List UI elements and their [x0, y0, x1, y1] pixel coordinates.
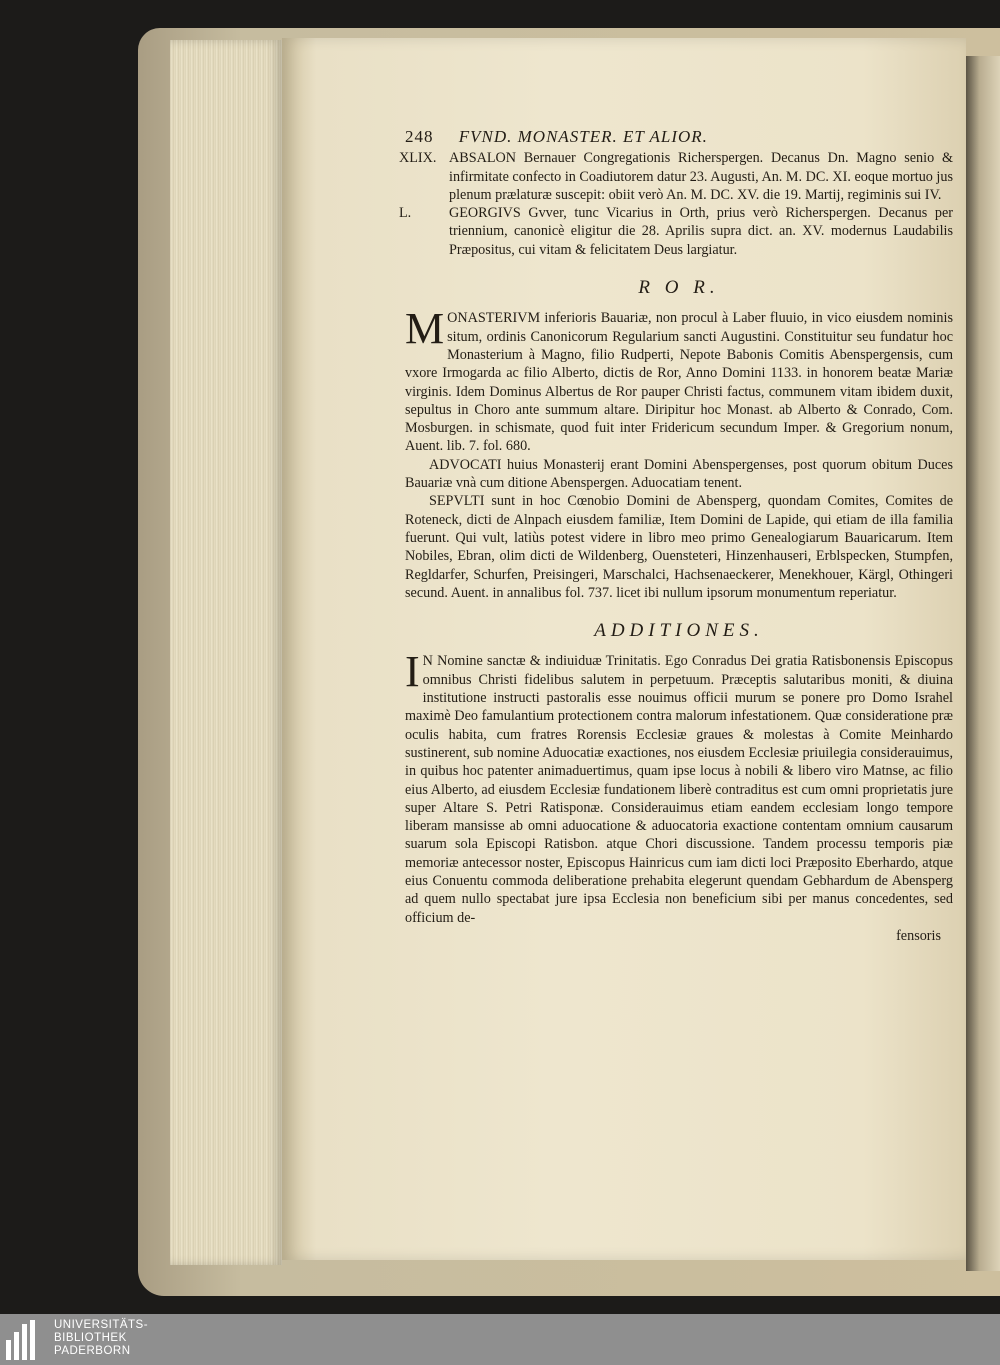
library-name-line3: PADERBORN [54, 1345, 131, 1357]
library-logo-icon [6, 1320, 46, 1360]
paragraph: MONASTERIVM inferioris Bauariæ, non procul à Laber fluuio, in vico eiusdem nominis situm, ordinis Canonicorum Regularium sancti Augustini. Constituitur seu fundatur hoc Monasterium à Magno, filio Rudperti, Nepote Babonis Comitis Abenspergensis, cum vxore Irmogarda ac filio Alberto, dictis de Ror, Anno Domini 1133. in honorem beatæ Mariæ virginis. Idem Dominus Albertus de Ror pauper Christi factus, communem vitam ibidem duxit, sepultus in Choro ante summum altare. Diripitur hoc Monast. ab Alberto & Conrado, Com. Mosburgen. in schismate, quod fuit inter Fridericum secundum Imper. & Gregorium nonum, Auent. lib. 7. fol. 680. [405, 304, 953, 455]
entry-text: GEORGIVS Gvver, tunc Vicarius in Orth, prius verò Richerspergen. Decanus per triennium, canonicè eligitur die 28. Aprilis supra dict. an. XV. modernus Laudabilis Præpositus, cui vitam & felicitatem Deus largiatur. [449, 205, 953, 258]
page-text [399, 127, 953, 945]
facing-page-edge [966, 56, 1000, 1271]
section-heading-additiones: ADDITIONES. [594, 620, 764, 642]
running-head-title: FVND. MONASTER. ET ALIOR. [458, 127, 708, 146]
running-header [405, 128, 953, 146]
page-edges [170, 40, 282, 1265]
entry-text: ABSALON Bernauer Congregationis Richerspergen. Decanus Dn. Magno senio & infirmitate confecto in Coadiutorem datur 23. Augusti, An. M. DC. XI. eoque mortuo jus plenum prælaturæ suscepit: obiit verò An. M. DC. XV. die 19. Martij, regiminis sui IV. [449, 150, 953, 203]
list-entry [399, 204, 953, 259]
paragraph: ADVOCATI huius Monasterij erant Domini Abenspergenses, post quorum obitum Duces Bauariæ vnà cum ditione Abenspergen. Aduocatiam tenent. [405, 456, 953, 492]
page-number: 248 [405, 127, 434, 146]
entry-number: L. [399, 205, 412, 222]
paragraph: IN Nomine sanctæ & indiuiduæ Trinitatis. Ego Conradus Dei gratia Ratisbonensis Episcopus omnibus Christi fidelibus salutem in perpetuum. Præceptis salutaribus moniti, & diuina institutione instructi pastoralis esse nouimus officii murum se ponere pro Domo Israhel maximè Deo famulantium protectionem contra malorum infestationem. Quæ consideratione præ oculis habita, cum fratres Rorensis Ecclesiæ graues & molestas à Comite Meinhardo sustinerent, sub nomine Aduocatiæ exactiones, nos eiusdem Ecclesiæ priuilegia considerauimus, in quibus hoc patenter animaduertimus, quam ipse locus à nobili & libero viro Matnse, ac filio eius Alberto, ad eiusdem Ecclesiæ fundationem liberè contraditus est cum omni proprietatis jure super Altare S. Petri Ratisponæ. Considerauimus etiam eandem ecclesiam longo tempore liberam mansisse ab omni aduocatione & aduocatoria exactione contentam omnium causarum suarum sola Episcopi Ratisbon. atque Chori discussione. Tandem processu temporis piæ memoriæ antecessor noster, Episcopus Hainricus cum iam dicti loci Præposito Eberhardo, atque eius Conuentu commoda deliberatione prehabita elegerunt quendam Gebhardum de Abensperg ad quem nullo spectabat jure ipsa Ecclesia non beneficium sibi per manus concedentes, sed officium de- [405, 647, 953, 926]
paragraph: SEPVLTI sunt in hoc Cœnobio Domini de Abensperg, quondam Comites, Comites de Roteneck, dicti de Alnpach eiusdem familiæ, Item Domini de Lapide, qui etiam de illa familia fuerunt. Qui vult, latiùs potest videre in libro meo primo Genealogiarum Bauaricarum. Item Nobiles, Ebran, olim dicti de Wildenberg, Ouensteteri, Hinzenhauseri, Erblspecken, Stumpfen, Regldarfer, Schurfen, Preisingeri, Marschalci, Hachsenaeckerer, Menekhouer, Kärgl, Othingeri secund. Auent. in annalibus fol. 737. licet ibi nullum ipsorum monumentum reperiatur. [405, 493, 953, 601]
library-name-line2: BIBLIOTHEK [54, 1332, 127, 1344]
library-name-line1: UNIVERSITÄTS- [54, 1319, 149, 1331]
section-heading-ror: R O R. [638, 277, 720, 299]
library-name [54, 1319, 148, 1358]
entry-number: XLIX. [399, 150, 437, 167]
list-entry [399, 149, 953, 204]
library-footer [0, 1314, 1000, 1365]
catchword: fensoris [896, 927, 941, 944]
